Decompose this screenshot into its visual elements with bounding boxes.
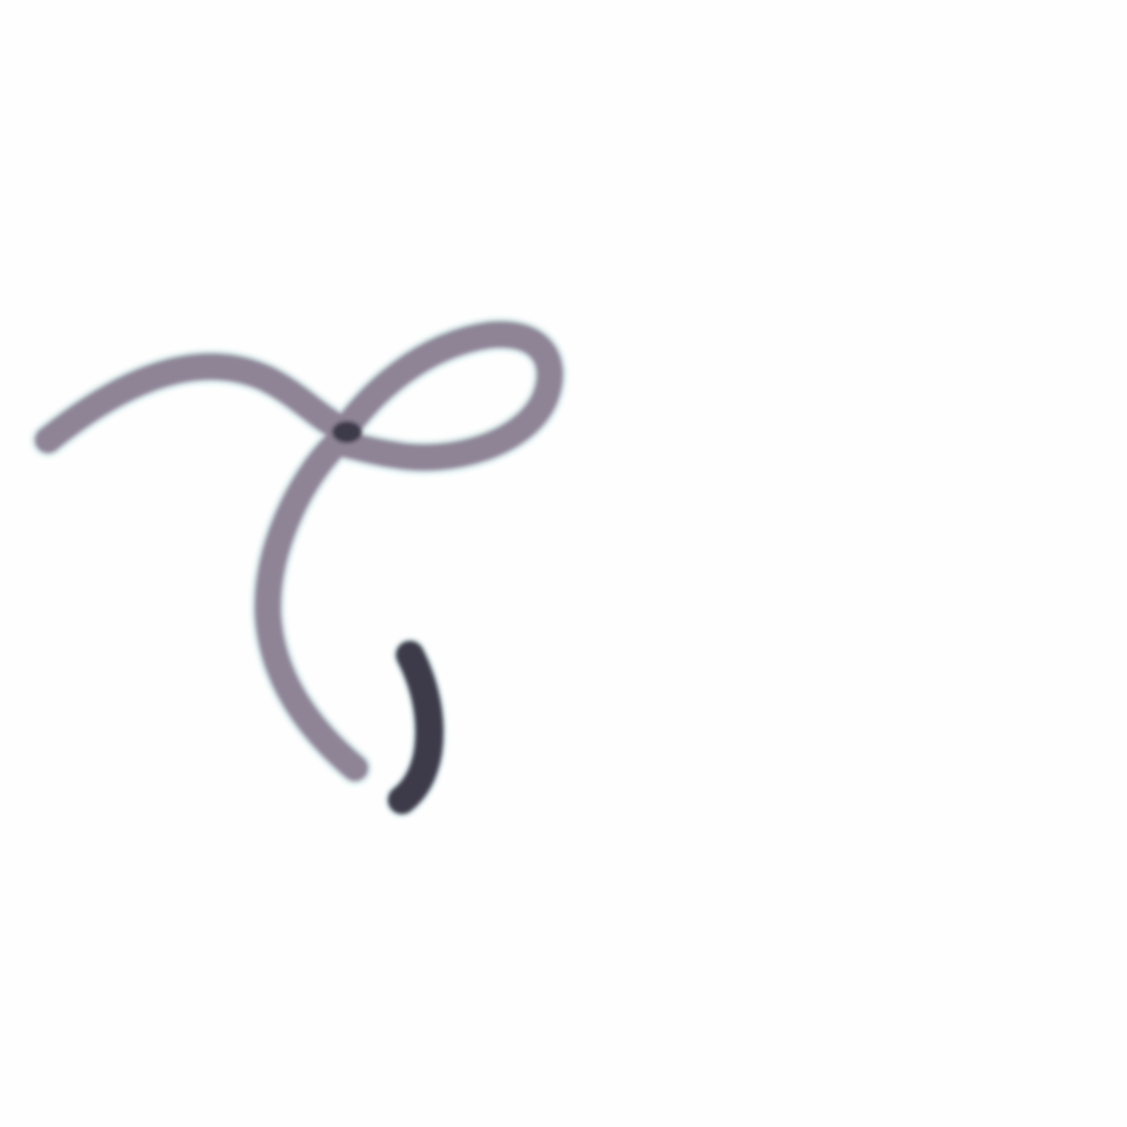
stroke-crossing bbox=[332, 421, 362, 443]
stroke-loop bbox=[48, 334, 550, 768]
stroke-tail bbox=[402, 655, 429, 800]
